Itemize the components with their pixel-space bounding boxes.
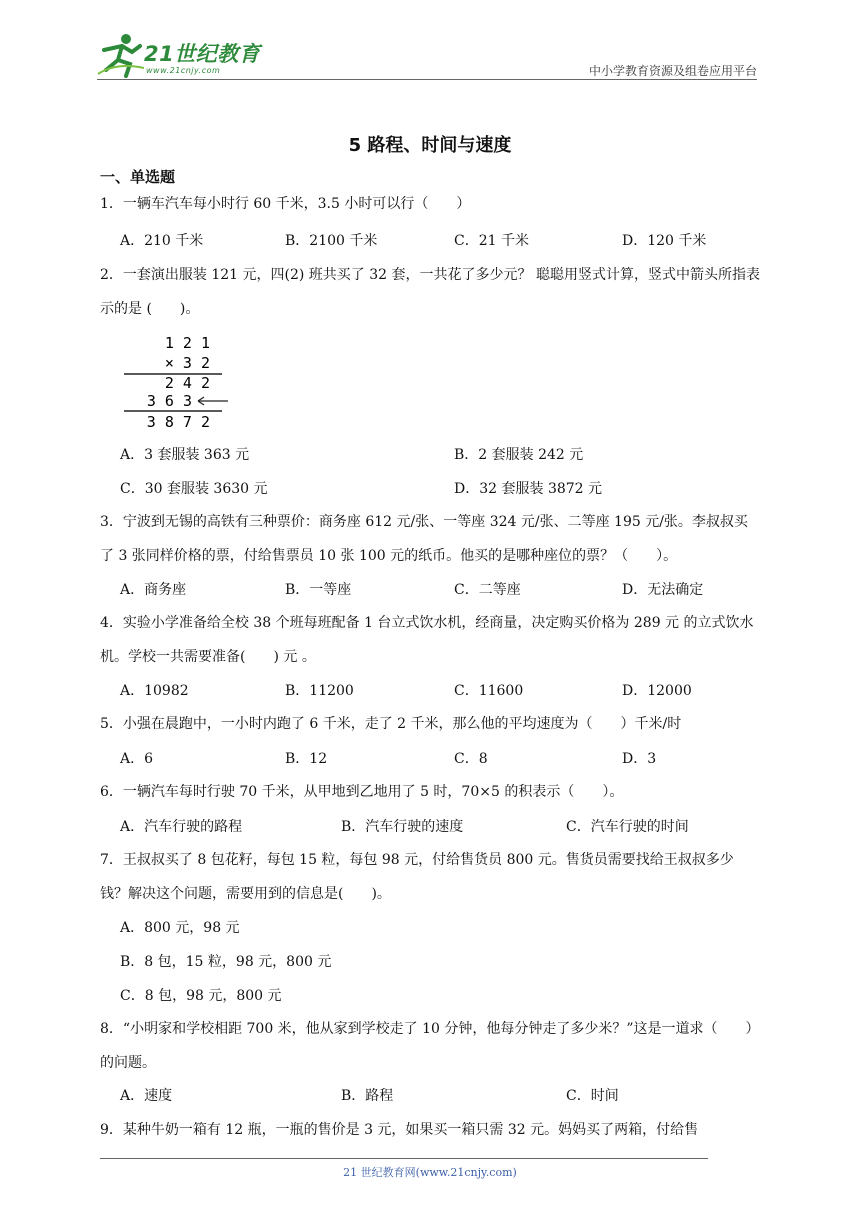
- option[interactable]: C．时间: [566, 1088, 619, 1104]
- option[interactable]: A．汽车行驶的路程: [120, 819, 243, 835]
- option[interactable]: C．11600: [454, 683, 524, 699]
- option[interactable]: C．二等座: [454, 582, 521, 598]
- option[interactable]: D．无法确定: [622, 582, 704, 598]
- option[interactable]: A．800 元，98 元: [120, 920, 240, 936]
- option[interactable]: D．32 套服装 3872 元: [454, 481, 603, 497]
- question-2-options-row1: [120, 444, 760, 468]
- question-2: 2．一套演出服装 121 元，四(2) 班共买了 32 套，一共花了多少元？ 聪聪用竖式计算，竖式中箭头所指表示的是 ( )。: [100, 267, 760, 317]
- option[interactable]: A．3 套服装 363 元: [120, 447, 250, 463]
- question-5-options: [120, 748, 760, 772]
- question-8-options: [120, 1085, 760, 1109]
- question-7: 7．王叔叔买了 8 包花籽，每包 15 粒，每包 98 元，付给售货员 800 元。售货员需要找给王叔叔多少钱？解决这个问题，需要用到的信息是( )。: [100, 852, 734, 902]
- option[interactable]: B．2100 千米: [285, 233, 378, 249]
- option[interactable]: C．30 套服装 3630 元: [120, 481, 268, 497]
- option[interactable]: C．汽车行驶的时间: [566, 819, 689, 835]
- option[interactable]: B．一等座: [285, 582, 352, 598]
- option[interactable]: C．8: [454, 751, 488, 767]
- brand-name: 21世纪教育: [144, 42, 261, 66]
- option[interactable]: B．汽车行驶的速度: [341, 819, 464, 835]
- option[interactable]: A．10982: [120, 683, 189, 699]
- option[interactable]: A．6: [120, 751, 154, 767]
- option[interactable]: A．210 千米: [120, 233, 204, 249]
- option[interactable]: A．商务座: [120, 582, 187, 598]
- question-4-options: [120, 680, 760, 704]
- question-7-option-b: [120, 951, 760, 975]
- option[interactable]: D．12000: [622, 683, 692, 699]
- option[interactable]: B．11200: [285, 683, 354, 699]
- runner-logo-icon: [96, 32, 146, 78]
- option[interactable]: C．8 包，98 元，800 元: [120, 988, 282, 1004]
- section-heading: 一、单选题: [100, 168, 176, 186]
- question-5: 5．小强在晨跑中，一小时内跑了 6 千米，走了 2 千米，那么他的平均速度为（ ）千米/时: [100, 716, 682, 732]
- option[interactable]: B．路程: [341, 1088, 394, 1104]
- question-3: 3．宁波到无锡的高铁有三种票价：商务座 612 元/张、一等座 324 元/张、二等座 195 元/张。李叔叔买了 3 张同样价格的票，付给售票员 10 张 100 元的纸币。他买的是哪种座位的票？（ ）。: [100, 514, 748, 564]
- footer-text: 21 世纪教育网(www.21cnjy.com): [343, 1166, 517, 1179]
- question-2-options-row2: [120, 478, 760, 502]
- option[interactable]: B．2 套服装 242 元: [454, 447, 584, 463]
- footer-divider: [100, 1158, 708, 1159]
- question-8: 8．“小明家和学校相距 700 米，他从家到学校走了 10 分钟，他每分钟走了多少米？”这是一道求（ ）的问题。: [100, 1021, 760, 1071]
- calc-line: × 3 2: [164, 354, 210, 372]
- option[interactable]: D．120 千米: [622, 233, 707, 249]
- question-7-option-a: [120, 917, 760, 941]
- calc-line: 2 4 2: [164, 374, 210, 392]
- question-7-option-c: [120, 985, 760, 1009]
- vertical-multiplication-figure: [118, 334, 228, 432]
- page-title: 5 路程、时间与速度: [348, 135, 512, 156]
- calc-line: 1 2 1: [164, 334, 210, 352]
- question-1: 1．一辆车汽车每小时行 60 千米，3.5 小时可以行（ ）: [100, 196, 471, 212]
- header-divider: [97, 79, 757, 80]
- brand-site: www.21cnjy.com: [146, 66, 221, 75]
- question-6: 6．一辆汽车每时行驶 70 千米，从甲地到乙地用了 5 时，70×5 的积表示（ ）。: [100, 784, 624, 800]
- question-6-options: [120, 816, 760, 840]
- option[interactable]: B．12: [285, 751, 328, 767]
- question-9: 9．某种牛奶一箱有 12 瓶，一瓶的售价是 3 元，如果买一箱只需 32 元。妈妈买了两箱，付给售: [100, 1122, 699, 1138]
- option[interactable]: A．速度: [120, 1088, 173, 1104]
- question-3-options: [120, 579, 760, 603]
- option[interactable]: B．8 包，15 粒，98 元，800 元: [120, 954, 332, 970]
- logo: [96, 32, 266, 82]
- question-4: 4．实验小学准备给全校 38 个班每班配备 1 台立式饮水机，经商量，决定购买价格为 289 元 的立式饮水机。学校一共需要准备( ) 元 。: [100, 615, 754, 665]
- question-1-options: [120, 230, 760, 254]
- option[interactable]: C．21 千米: [454, 233, 529, 249]
- header-platform-text: 中小学教育资源及组卷应用平台: [588, 64, 757, 78]
- calc-line: 3 8 7 2: [146, 413, 210, 431]
- calc-line: 3 6 3: [146, 392, 192, 410]
- option[interactable]: D．3: [622, 751, 657, 767]
